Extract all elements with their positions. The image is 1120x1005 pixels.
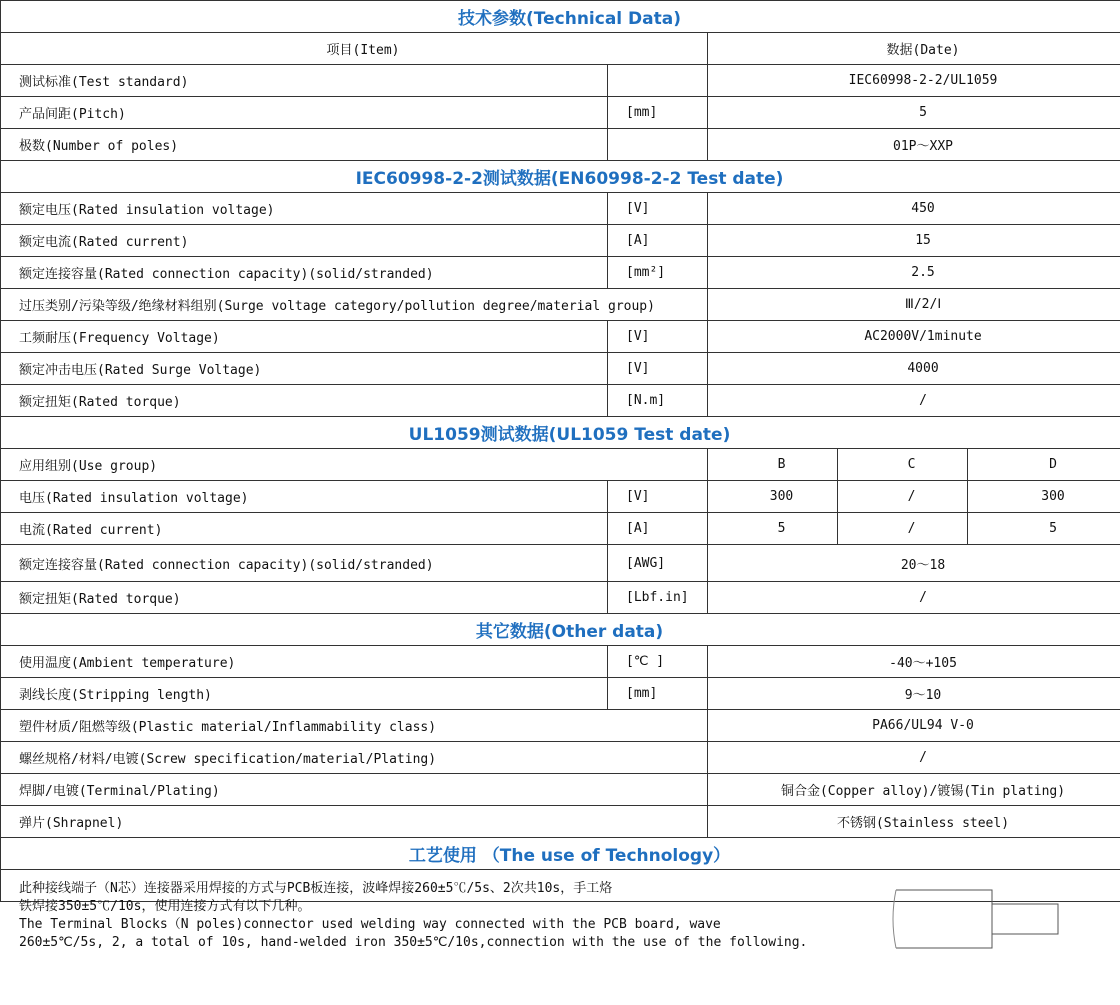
row-unit: [V] — [608, 321, 708, 353]
section-title-technical-data: 技术参数(Technical Data) — [1, 1, 1120, 33]
row-label: 额定电压(Rated insulation voltage) — [1, 193, 608, 225]
row-value: / — [708, 385, 1120, 417]
table-row — [1, 321, 1120, 353]
connector-drawing-icon — [886, 882, 1066, 954]
table-row — [1, 481, 1120, 513]
table-row — [1, 710, 1120, 742]
row-value: 铜合金(Copper alloy)/镀锡(Tin plating) — [708, 774, 1120, 806]
row-label: 工频耐压(Frequency Voltage) — [1, 321, 608, 353]
note-line: The Terminal Blocks（N poles)connector used welding way connected with the PCB board, wave — [19, 917, 721, 932]
row-label: 剥线长度(Stripping length) — [1, 678, 608, 710]
row-unit: [N.m] — [608, 385, 708, 417]
row-label: 极数(Number of poles) — [1, 129, 608, 161]
row-value: 450 — [708, 193, 1120, 225]
row-unit: [℃ ] — [608, 646, 708, 678]
table-row — [1, 582, 1120, 614]
technology-description — [19, 880, 879, 952]
section-title-other-data: 其它数据(Other data) — [1, 614, 1120, 646]
voltage-b: 300 — [708, 481, 838, 513]
row-value: 5 — [708, 97, 1120, 129]
row-value: AC2000V/1minute — [708, 321, 1120, 353]
table-row — [1, 742, 1120, 774]
table-row — [1, 353, 1120, 385]
use-group-b: B — [708, 449, 838, 481]
row-label: 产品间距(Pitch) — [1, 97, 608, 129]
row-label: 额定连接容量(Rated connection capacity)(solid/stranded) — [1, 257, 608, 289]
row-value: IEC60998-2-2/UL1059 — [708, 65, 1120, 97]
note-line: 此种接线端子（N芯）连接器采用焊接的方式与PCB板连接，波峰焊接260±5℃/5s、2次共10s，手工烙 — [19, 881, 613, 896]
row-value: 9～10 — [708, 678, 1120, 710]
row-label: 塑件材质/阻燃等级(Plastic material/Inflammability class) — [1, 710, 708, 742]
use-group-c: C — [838, 449, 968, 481]
table-row — [1, 129, 1120, 161]
table-row — [1, 225, 1120, 257]
row-unit: [V] — [608, 353, 708, 385]
row-unit: [mm²] — [608, 257, 708, 289]
row-value: 01P～XXP — [708, 129, 1120, 161]
row-value: 20～18 — [708, 545, 1120, 582]
table-row — [1, 646, 1120, 678]
row-label: 额定冲击电压(Rated Surge Voltage) — [1, 353, 608, 385]
row-label: 额定扭矩(Rated torque) — [1, 385, 608, 417]
row-value: Ⅲ/2/Ⅰ — [708, 289, 1120, 321]
row-label: 电流(Rated current) — [1, 513, 608, 545]
voltage-c: / — [838, 481, 968, 513]
table-row — [1, 678, 1120, 710]
row-label: 螺丝规格/材料/电镀(Screw specification/material/Plating) — [1, 742, 708, 774]
row-value: 4000 — [708, 353, 1120, 385]
section-title-technology: 工艺使用 （The use of Technology） — [1, 838, 1120, 870]
row-value: 不锈钢(Stainless steel) — [708, 806, 1120, 838]
technology-notes — [1, 870, 1120, 950]
table-row — [1, 545, 1120, 582]
row-label: 弹片(Shrapnel) — [1, 806, 708, 838]
current-c: / — [838, 513, 968, 545]
row-unit: [mm] — [608, 678, 708, 710]
row-label: 额定电流(Rated current) — [1, 225, 608, 257]
table-row — [1, 97, 1120, 129]
column-header-item: 项目(Item) — [1, 33, 708, 65]
note-line: 260±5℃/5s, 2, a total of 10s, hand-welded iron 350±5℃/10s,connection with the use of the following. — [19, 935, 808, 950]
row-label: 使用温度(Ambient temperature) — [1, 646, 608, 678]
row-value: -40～+105 — [708, 646, 1120, 678]
table-row — [1, 193, 1120, 225]
note-line: 铁焊接350±5℃/10s，使用连接方式有以下几种。 — [19, 899, 311, 914]
row-label: 焊脚/电镀(Terminal/Plating) — [1, 774, 708, 806]
row-label: 额定连接容量(Rated connection capacity)(solid/stranded) — [1, 545, 608, 582]
voltage-d: 300 — [968, 481, 1120, 513]
row-unit: [AWG] — [608, 545, 708, 582]
section-title-iec: IEC60998-2-2测试数据(EN60998-2-2 Test date) — [1, 161, 1120, 193]
table-row — [1, 65, 1120, 97]
row-unit: [mm] — [608, 97, 708, 129]
column-header-data: 数据(Date) — [708, 33, 1120, 65]
row-value: / — [708, 582, 1120, 614]
use-group-d: D — [968, 449, 1120, 481]
row-value: 15 — [708, 225, 1120, 257]
row-label: 额定扭矩(Rated torque) — [1, 582, 608, 614]
row-unit: [A] — [608, 225, 708, 257]
row-value: 2.5 — [708, 257, 1120, 289]
row-unit — [608, 65, 708, 97]
table-row — [1, 449, 1120, 481]
row-value: PA66/UL94 V-0 — [708, 710, 1120, 742]
row-unit: [V] — [608, 193, 708, 225]
table-row — [1, 806, 1120, 838]
row-label: 电压(Rated insulation voltage) — [1, 481, 608, 513]
row-unit: [A] — [608, 513, 708, 545]
row-label: 过压类别/污染等级/绝缘材料组别(Surge voltage category/pollution degree/material group) — [1, 289, 708, 321]
current-b: 5 — [708, 513, 838, 545]
row-label: 测试标准(Test standard) — [1, 65, 608, 97]
row-unit: [Lbf.in] — [608, 582, 708, 614]
row-label: 应用组别(Use group) — [1, 449, 708, 481]
row-value: / — [708, 742, 1120, 774]
table-row — [1, 289, 1120, 321]
table-row — [1, 513, 1120, 545]
current-d: 5 — [968, 513, 1120, 545]
row-unit: [V] — [608, 481, 708, 513]
table-row — [1, 257, 1120, 289]
section-title-ul1059: UL1059测试数据(UL1059 Test date) — [1, 417, 1120, 449]
table-row — [1, 385, 1120, 417]
row-unit — [608, 129, 708, 161]
table-row — [1, 774, 1120, 806]
